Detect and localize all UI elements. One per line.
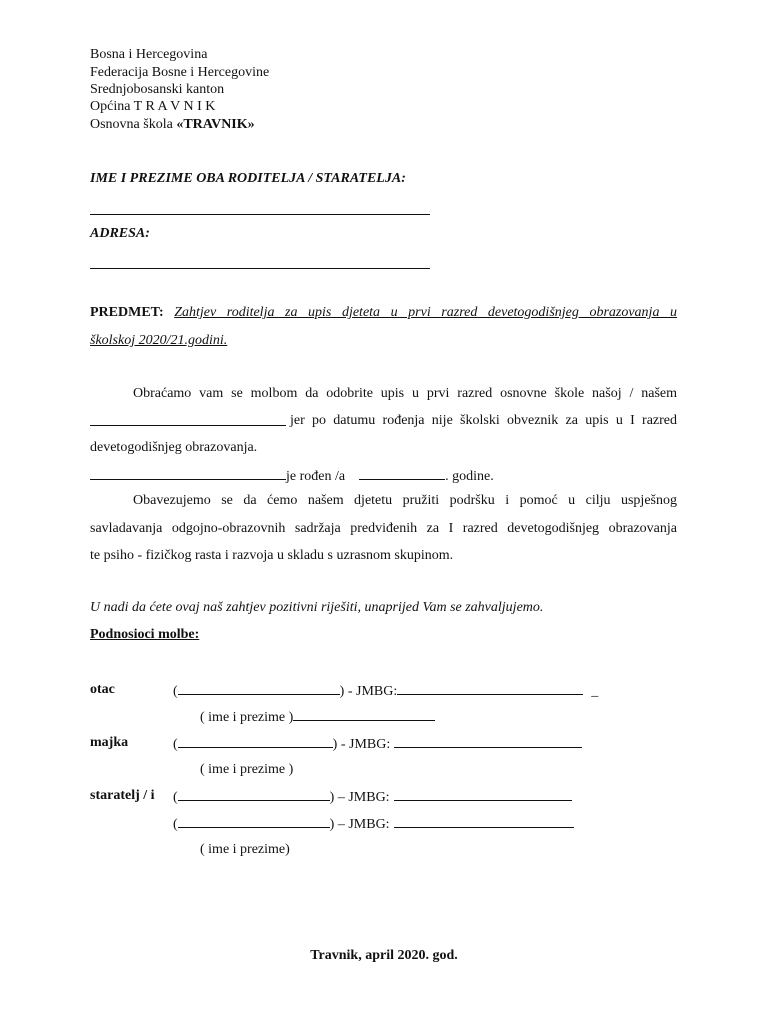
closing-sentence: U nadi da ćete ovaj naš zahtjev pozitivni riješiti, unaprijed Vam se zahvaljujemo.: [90, 600, 544, 615]
paragraph-1-text-2: jer po datumu rođenja nije školski obveznik za upis u I razred: [290, 413, 677, 428]
mother-label: majka: [90, 735, 129, 750]
paragraph-2-line-2: savladavanja odgojno-obrazovnih sadržaja predviđenih za I razred devetogodišnjeg obrazovanja: [90, 521, 677, 536]
father-label: otac: [90, 682, 115, 697]
header-school: [90, 117, 255, 133]
applicants-heading: Podnosioci molbe:: [90, 627, 200, 642]
address-heading: ADRESA:: [90, 226, 150, 241]
mother-row: [173, 735, 582, 753]
father-open-paren: (: [173, 684, 178, 699]
guardian-2-name-blank[interactable]: [178, 815, 330, 828]
guardian-1-jmbg-label: ) – JMBG:: [329, 790, 390, 805]
mother-jmbg-blank[interactable]: [394, 735, 582, 748]
child-name-blank[interactable]: [90, 413, 286, 426]
school-prefix: Osnovna škola: [90, 117, 177, 132]
father-name-blank[interactable]: [178, 682, 340, 695]
subject-text-1: Zahtjev roditelja za upis djeteta u prvi razred devetogodišnjeg obrazovanja u: [174, 305, 678, 320]
subject-line-1: [90, 305, 677, 321]
paragraph-1-line-1: Obraćamo vam se molbom da odobrite upis u prvi razred osnovne škole našoj / našem: [133, 386, 677, 401]
header-municipality: Općina T R A V N I K: [90, 99, 216, 114]
mother-name-blank[interactable]: [178, 735, 333, 748]
mother-open-paren: (: [173, 737, 178, 752]
father-trailing-dash: _: [591, 684, 599, 699]
father-jmbg-label: ) - JMBG:: [339, 684, 398, 699]
father-jmbg-blank[interactable]: [397, 682, 583, 695]
parents-name-line[interactable]: [90, 214, 430, 215]
paragraph-2-line-1: Obavezujemo se da ćemo našem djetetu pružiti podršku i pomoć u cilju uspješnog: [133, 493, 677, 508]
father-extra-blank[interactable]: [293, 708, 435, 721]
born-line: [90, 467, 494, 485]
paragraph-1-line-3: devetogodišnjeg obrazovanja.: [90, 440, 258, 455]
guardian-name-hint: ( ime i prezime): [200, 842, 290, 857]
paragraph-2-line-3: te psiho - fizičkog rasta i razvoja u skladu s uzrasnom skupinom.: [90, 548, 454, 563]
born-mid-text: je rođen /a: [286, 469, 346, 484]
header-country: Bosna i Hercegovina: [90, 47, 208, 62]
father-name-hint: ( ime i prezime ): [200, 710, 294, 725]
guardian-2-open-paren: (: [173, 817, 178, 832]
paragraph-1-line-2: [90, 413, 677, 429]
guardian-row-1: [173, 788, 572, 806]
parents-heading: IME I PREZIME OBA RODITELJA / STARATELJA:: [90, 171, 406, 186]
mother-jmbg-label: ) - JMBG:: [332, 737, 391, 752]
father-row: [173, 682, 598, 700]
header-federation: Federacija Bosne i Hercegovine: [90, 65, 270, 80]
born-end-text: . godine.: [445, 469, 494, 484]
place-date: Travnik, april 2020. god.: [310, 948, 458, 963]
born-name-blank[interactable]: [90, 467, 286, 480]
guardian-row-2: [173, 815, 574, 833]
guardian-2-jmbg-blank[interactable]: [394, 815, 574, 828]
subject-text-2: školskoj 2020/21.godini.: [90, 333, 228, 348]
address-line[interactable]: [90, 268, 430, 269]
header-canton: Srednjobosanski kanton: [90, 82, 225, 97]
subject-label: PREDMET:: [90, 305, 164, 320]
guardian-1-open-paren: (: [173, 790, 178, 805]
guardian-1-name-blank[interactable]: [178, 788, 330, 801]
guardian-label: staratelj / i: [90, 788, 155, 803]
guardian-2-jmbg-label: ) – JMBG:: [329, 817, 390, 832]
guardian-1-jmbg-blank[interactable]: [394, 788, 572, 801]
father-name-hint-row: [200, 708, 435, 726]
born-date-blank[interactable]: [359, 467, 445, 480]
mother-name-hint: ( ime i prezime ): [200, 762, 294, 777]
school-name: «TRAVNIK»: [176, 117, 255, 132]
